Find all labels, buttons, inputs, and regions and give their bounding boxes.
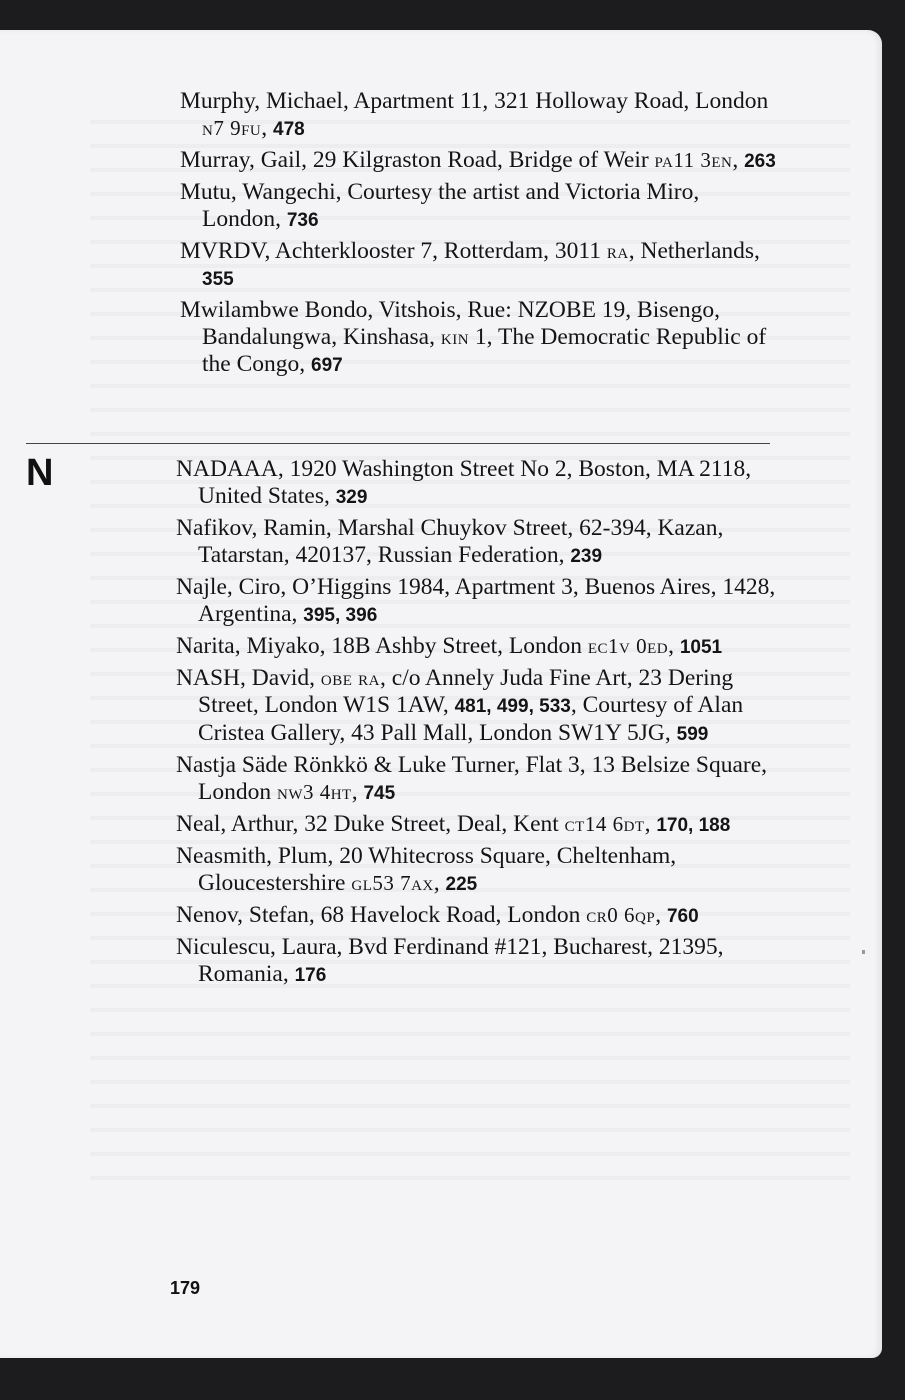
index-entry: Nastja Säde Rönkkö & Luke Turner, Flat 3, 13 Belsize Square, London nw3 4ht, 745	[176, 752, 768, 805]
index-entry: Narita, Miyako, 18B Ashby Street, London ec1v 0ed, 1051	[176, 633, 723, 659]
index-entry: Najle, Ciro, O’Higgins 1984, Apartment 3, Buenos Aires, 1428, Argentina, 395, 396	[176, 574, 776, 627]
entries-before	[180, 88, 780, 379]
edge-mark	[862, 950, 865, 954]
entries-n	[176, 456, 776, 989]
page-number: 179	[170, 1278, 201, 1298]
index-entry: MVRDV, Achterklooster 7, Rotterdam, 3011 ra, Netherlands, 355	[180, 238, 760, 290]
index-entry: NADAAA, 1920 Washington Street No 2, Boston, MA 2118, United States, 329	[176, 456, 752, 509]
index-entry: Murray, Gail, 29 Kilgraston Road, Bridge of Weir pa11 3en, 263	[180, 147, 776, 173]
index-entry: Niculescu, Laura, Bvd Ferdinand #121, Bucharest, 21395, Romania, 176	[176, 934, 724, 987]
index-entry: Nafikov, Ramin, Marshal Chuykov Street, 62-394, Kazan, Tatarstan, 420137, Russian Federation, 239	[176, 515, 724, 568]
section-letter: N	[26, 452, 54, 494]
index-page	[0, 30, 882, 1358]
index-entry: Murphy, Michael, Apartment 11, 321 Holloway Road, London n7 9fu, 478	[180, 88, 769, 141]
index-entry: Mutu, Wangechi, Courtesy the artist and Victoria Miro, London, 736	[180, 179, 700, 232]
index-entry: Neal, Arthur, 32 Duke Street, Deal, Kent ct14 6dt, 170, 188	[176, 811, 731, 837]
index-entry: Mwilambwe Bondo, Vitshois, Rue: NZOBE 19, Bisengo, Bandalungwa, Kinshasa, kin 1, The Democratic Republic of the Congo, 697	[180, 297, 767, 377]
index-entry: NASH, David, obe ra, c/o Annely Juda Fine Art, 23 Dering Street, London W1S 1AW, 481, 499, 533, Courtesy of Alan Cristea Gallery, 43 Pall Mall, London SW1Y 5JG, 599	[176, 665, 744, 746]
index-entry: Nenov, Stefan, 68 Havelock Road, London cr0 6qp, 760	[176, 902, 699, 928]
section-divider	[26, 443, 770, 444]
index-entry: Neasmith, Plum, 20 Whitecross Square, Cheltenham, Gloucestershire gl53 7ax, 225	[176, 843, 677, 896]
